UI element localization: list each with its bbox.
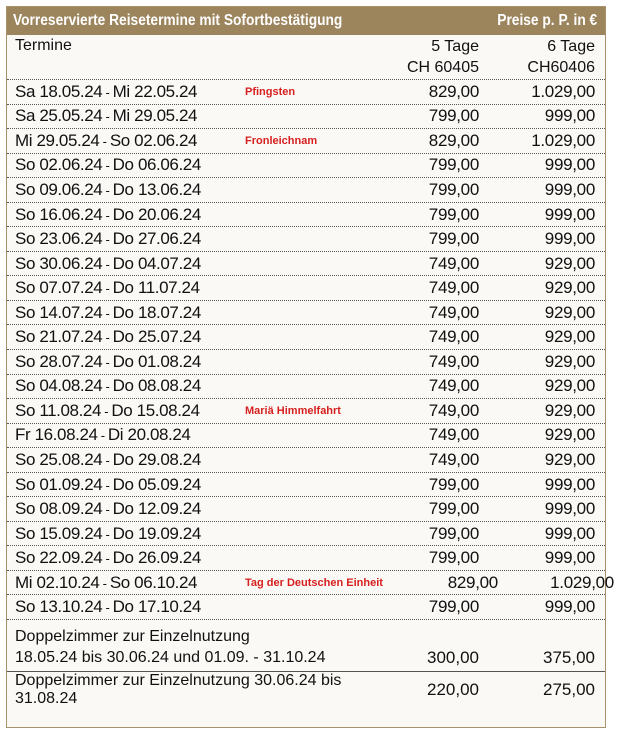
table-row <box>7 178 605 203</box>
row-date-range: So 08.09.24 - Do 12.09.24 <box>15 499 201 519</box>
row-end-day: Mi <box>112 106 130 126</box>
row-end-date: 06.10.24 <box>134 572 198 592</box>
row-end-day: Mi <box>112 81 130 101</box>
table-row <box>7 301 605 326</box>
table-banner <box>7 7 605 35</box>
row-start-day: Sa <box>15 106 35 126</box>
header-col-6-days <box>479 35 599 79</box>
row-end-day: Do <box>112 229 134 249</box>
surcharge-2-label: Doppelzimmer zur Einzelnutzung 30.06.24 bis 31.08.24 <box>15 672 342 708</box>
row-start-day: Fr <box>15 425 31 445</box>
row-date-range: So 09.06.24 - Do 13.06.24 <box>15 179 201 199</box>
row-date-range: So 28.07.24 - Do 01.08.24 <box>15 351 201 371</box>
row-start-date: 25.05.24 <box>39 106 103 126</box>
row-price-5-days: 749,00 <box>428 253 479 273</box>
header-6-days-code: CH60406 <box>527 59 595 76</box>
row-end-day: Do <box>111 400 133 420</box>
row-price-5-days: 799,00 <box>428 548 479 568</box>
surcharge-2-price-5: 220,00 <box>427 680 479 700</box>
row-end-date: 20.08.24 <box>127 425 191 445</box>
row-start-date: 16.08.24 <box>34 425 98 445</box>
surcharge-1-price-5: 300,00 <box>427 648 479 668</box>
row-price-5-days: 749,00 <box>428 351 479 371</box>
row-date-range: Mi 02.10.24 - So 06.10.24 <box>15 572 198 592</box>
surcharge-row-2 <box>7 672 605 708</box>
row-price-5-days: 799,00 <box>428 499 479 519</box>
row-date-range: Sa 18.05.24 - Mi 22.05.24 <box>15 81 198 101</box>
row-price-6-days: 999,00 <box>544 523 595 543</box>
row-start-day: So <box>15 351 35 371</box>
row-end-date: 15.08.24 <box>136 400 200 420</box>
row-start-date: 29.05.24 <box>36 130 100 150</box>
surcharge-1-line-2: 18.05.24 bis 30.06.24 und 01.09. - 31.10.24 <box>15 649 326 667</box>
row-start-date: 21.07.24 <box>39 327 103 347</box>
row-date-range: So 22.09.24 - Do 26.09.24 <box>15 548 201 568</box>
date-rows <box>7 80 614 620</box>
table-header <box>7 35 605 80</box>
row-end-day: So <box>109 130 130 150</box>
row-price-6-days: 1.029,00 <box>531 81 595 101</box>
row-price-6-days: 929,00 <box>544 351 595 371</box>
header-5-days-code: CH 60405 <box>406 59 479 76</box>
row-end-day: Di <box>107 425 124 445</box>
table-row <box>7 522 605 547</box>
row-price-6-days: 999,00 <box>544 106 595 126</box>
row-start-day: So <box>15 302 35 322</box>
surcharge-row-1 <box>7 620 605 672</box>
row-price-6-days: 999,00 <box>544 155 595 175</box>
row-price-6-days: 929,00 <box>544 327 595 347</box>
row-end-day: Do <box>112 523 134 543</box>
row-price-6-days: 999,00 <box>544 548 595 568</box>
row-price-5-days: 749,00 <box>428 425 479 445</box>
row-end-date: 22.05.24 <box>134 81 198 101</box>
row-end-day: Do <box>112 179 134 199</box>
banner-price-note: Preise p. P. in € <box>497 12 597 29</box>
row-date-range: So 11.08.24 - Do 15.08.24 <box>15 400 200 420</box>
table-row <box>7 325 605 350</box>
row-holiday-note: Pfingsten <box>245 85 296 98</box>
row-end-date: 01.08.24 <box>137 351 201 371</box>
row-start-date: 25.08.24 <box>39 449 103 469</box>
row-holiday-note: Fronleichnam <box>245 134 318 147</box>
row-start-date: 14.07.24 <box>39 302 103 322</box>
table-row <box>7 80 605 105</box>
surcharge-1-line-1: Doppelzimmer zur Einzelnutzung <box>15 628 250 646</box>
row-end-day: Do <box>112 253 134 273</box>
row-end-date: 19.09.24 <box>137 523 201 543</box>
row-date-range: Mi 29.05.24 - So 02.06.24 <box>15 130 198 150</box>
row-price-6-days: 929,00 <box>544 302 595 322</box>
table-row <box>7 399 605 424</box>
row-start-date: 23.06.24 <box>39 229 103 249</box>
row-end-date: 12.09.24 <box>137 499 201 519</box>
row-end-date: 29.05.24 <box>134 106 198 126</box>
surcharge-2-price-6: 275,00 <box>543 680 595 700</box>
row-start-day: So <box>15 179 35 199</box>
row-start-date: 18.05.24 <box>39 81 103 101</box>
banner-title: Vorreservierte Reisetermine mit Sofortbestätigung <box>13 12 343 29</box>
price-table <box>6 6 614 728</box>
row-price-5-days: 749,00 <box>428 400 479 420</box>
row-start-date: 28.07.24 <box>39 351 103 371</box>
row-price-5-days: 829,00 <box>428 130 479 150</box>
row-date-range: Fr 16.08.24 - Di 20.08.24 <box>15 425 191 445</box>
row-start-date: 30.06.24 <box>39 253 103 273</box>
row-price-6-days: 929,00 <box>544 449 595 469</box>
row-end-day: Do <box>112 204 134 224</box>
table-row <box>7 203 605 228</box>
row-end-date: 25.07.24 <box>137 327 201 347</box>
row-price-5-days: 749,00 <box>428 376 479 396</box>
row-price-5-days: 799,00 <box>428 523 479 543</box>
row-date-range: So 15.09.24 - Do 19.09.24 <box>15 523 201 543</box>
row-end-day: Do <box>112 449 134 469</box>
row-start-day: Mi <box>15 130 33 150</box>
row-end-day: Do <box>112 302 134 322</box>
row-start-day: So <box>15 449 35 469</box>
row-start-day: So <box>15 327 35 347</box>
row-end-day: Do <box>112 351 134 371</box>
row-end-date: 20.06.24 <box>137 204 201 224</box>
row-price-5-days: 749,00 <box>428 327 479 347</box>
row-price-5-days: 749,00 <box>428 449 479 469</box>
row-start-day: So <box>15 376 35 396</box>
row-price-5-days: 799,00 <box>428 597 479 617</box>
row-price-6-days: 999,00 <box>544 229 595 249</box>
row-end-date: 06.06.24 <box>137 155 201 175</box>
row-date-range: So 14.07.24 - Do 18.07.24 <box>15 302 201 322</box>
row-price-5-days: 799,00 <box>428 155 479 175</box>
table-row <box>7 497 605 522</box>
row-price-6-days: 999,00 <box>544 474 595 494</box>
row-end-date: 04.07.24 <box>137 253 201 273</box>
row-end-date: 17.10.24 <box>137 597 201 617</box>
table-row <box>7 473 605 498</box>
row-start-date: 16.06.24 <box>39 204 103 224</box>
row-holiday-note: Tag der Deutschen Einheit <box>245 576 383 589</box>
row-end-date: 13.06.24 <box>137 179 201 199</box>
row-start-date: 02.06.24 <box>39 155 103 175</box>
row-price-5-days: 829,00 <box>447 572 498 592</box>
surcharge-1-label <box>15 626 364 668</box>
row-end-date: 29.08.24 <box>137 449 201 469</box>
header-col-5-days <box>364 35 479 79</box>
row-start-day: So <box>15 499 35 519</box>
row-price-5-days: 749,00 <box>428 278 479 298</box>
row-end-day: Do <box>112 376 134 396</box>
row-end-date: 02.06.24 <box>134 130 198 150</box>
row-price-6-days: 999,00 <box>544 499 595 519</box>
row-date-range: So 13.10.24 - Do 17.10.24 <box>15 597 201 617</box>
row-start-day: So <box>15 400 35 420</box>
row-start-day: So <box>15 253 35 273</box>
table-row <box>7 350 605 375</box>
table-row <box>7 252 605 277</box>
row-date-range: So 07.07.24 - Do 11.07.24 <box>15 278 200 298</box>
row-price-6-days: 929,00 <box>544 376 595 396</box>
row-start-date: 01.09.24 <box>39 474 103 494</box>
row-start-date: 07.07.24 <box>39 278 103 298</box>
row-date-range: Sa 25.05.24 - Mi 29.05.24 <box>15 106 198 126</box>
row-date-range: So 30.06.24 - Do 04.07.24 <box>15 253 201 273</box>
row-price-5-days: 799,00 <box>428 229 479 249</box>
row-date-range: So 25.08.24 - Do 29.08.24 <box>15 449 201 469</box>
row-start-day: So <box>15 548 35 568</box>
row-price-6-days: 999,00 <box>544 597 595 617</box>
row-end-day: Do <box>112 597 134 617</box>
row-price-5-days: 749,00 <box>428 302 479 322</box>
row-end-date: 26.09.24 <box>137 548 201 568</box>
table-row <box>7 595 605 620</box>
row-start-day: So <box>15 597 35 617</box>
row-holiday-note: Mariä Himmelfahrt <box>245 404 341 417</box>
row-start-day: Sa <box>15 81 35 101</box>
table-row <box>7 448 605 473</box>
table-row <box>7 424 605 449</box>
row-end-day: So <box>109 572 130 592</box>
row-end-day: Do <box>112 327 134 347</box>
table-row <box>7 129 605 154</box>
row-start-day: Mi <box>15 572 33 592</box>
row-start-date: 08.09.24 <box>39 499 103 519</box>
header-6-days-label: 6 Tage <box>547 38 595 55</box>
row-price-6-days: 1.029,00 <box>531 130 595 150</box>
row-start-date: 11.08.24 <box>39 400 102 420</box>
row-end-date: 18.07.24 <box>137 302 201 322</box>
row-start-day: So <box>15 204 35 224</box>
row-start-date: 02.10.24 <box>36 572 100 592</box>
row-start-date: 13.10.24 <box>39 597 103 617</box>
row-start-day: So <box>15 155 35 175</box>
table-row <box>7 105 605 130</box>
header-5-days-label: 5 Tage <box>431 38 479 55</box>
table-row <box>7 375 605 400</box>
row-price-6-days: 929,00 <box>544 278 595 298</box>
row-date-range: So 04.08.24 - Do 08.08.24 <box>15 376 201 396</box>
row-end-day: Do <box>112 278 134 298</box>
row-price-5-days: 799,00 <box>428 474 479 494</box>
row-end-day: Do <box>112 499 134 519</box>
row-start-day: So <box>15 523 35 543</box>
row-start-date: 04.08.24 <box>39 376 103 396</box>
row-price-6-days: 999,00 <box>544 204 595 224</box>
table-row <box>7 227 605 252</box>
row-start-date: 09.06.24 <box>39 179 103 199</box>
row-start-date: 15.09.24 <box>39 523 103 543</box>
row-date-range: So 21.07.24 - Do 25.07.24 <box>15 327 201 347</box>
row-price-6-days: 929,00 <box>544 425 595 445</box>
row-end-date: 05.09.24 <box>137 474 201 494</box>
table-row <box>7 154 605 179</box>
row-end-day: Do <box>112 548 134 568</box>
row-end-day: Do <box>112 155 134 175</box>
row-date-range: So 02.06.24 - Do 06.06.24 <box>15 155 201 175</box>
row-price-6-days: 929,00 <box>544 253 595 273</box>
table-row <box>7 571 614 596</box>
row-start-day: So <box>15 278 35 298</box>
row-date-range: So 23.06.24 - Do 27.06.24 <box>15 229 201 249</box>
row-start-day: So <box>15 474 35 494</box>
table-row <box>7 546 605 571</box>
row-price-5-days: 799,00 <box>428 204 479 224</box>
header-termine: Termine <box>15 37 72 54</box>
row-end-day: Do <box>112 474 134 494</box>
table-row <box>7 276 605 301</box>
row-price-6-days: 1.029,00 <box>550 572 614 592</box>
row-end-date: 27.06.24 <box>137 229 201 249</box>
row-end-date: 08.08.24 <box>137 376 201 396</box>
row-start-day: So <box>15 229 35 249</box>
row-price-5-days: 799,00 <box>428 106 479 126</box>
row-start-date: 22.09.24 <box>39 548 103 568</box>
row-price-6-days: 999,00 <box>544 179 595 199</box>
row-date-range: So 16.06.24 - Do 20.06.24 <box>15 204 201 224</box>
surcharge-1-price-6: 375,00 <box>543 648 595 668</box>
row-end-date: 11.07.24 <box>137 278 200 298</box>
row-price-5-days: 799,00 <box>428 179 479 199</box>
row-date-range: So 01.09.24 - Do 05.09.24 <box>15 474 201 494</box>
row-price-6-days: 929,00 <box>544 400 595 420</box>
row-price-5-days: 829,00 <box>428 81 479 101</box>
